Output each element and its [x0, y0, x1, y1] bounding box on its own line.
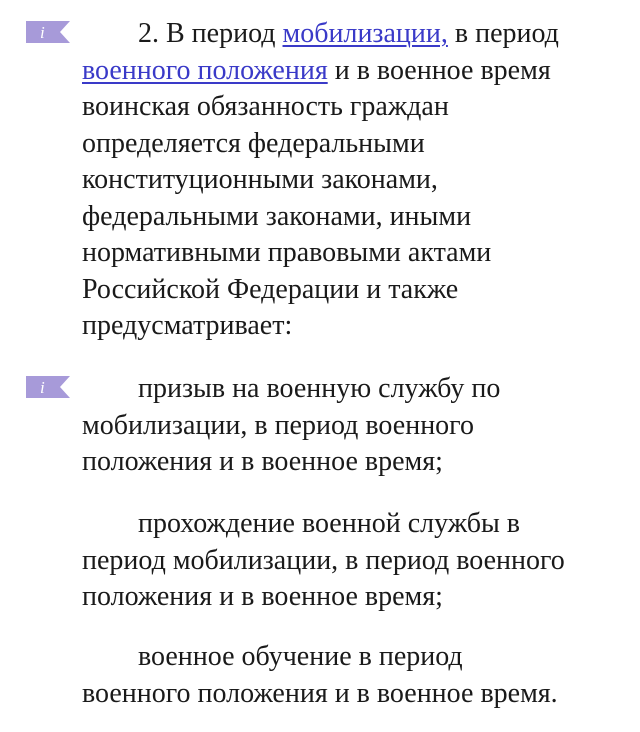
info-glyph: i — [40, 23, 45, 42]
text-line: мобилизации, в период военного — [82, 409, 474, 441]
paragraph-point-2 — [82, 16, 630, 345]
paragraph-conscription — [82, 371, 630, 481]
info-marker-1[interactable] — [26, 21, 70, 43]
info-marker-2[interactable] — [26, 376, 70, 398]
paragraph-service — [82, 506, 630, 616]
text-line: прохождение военной службы в — [138, 508, 520, 539]
text-line: положения и в военное время; — [82, 581, 443, 612]
text-line: конституционными законами, — [82, 164, 438, 195]
info-icon — [26, 376, 70, 398]
text-line: воинская обязанность граждан — [82, 91, 449, 122]
link-martial-law[interactable]: военного положения — [82, 54, 328, 86]
text-segment: 2. В период — [138, 18, 283, 49]
text-line: Российской Федерации и также — [82, 273, 459, 305]
link-mobilization[interactable]: мобилизации, — [282, 18, 448, 49]
text-line: положения и в военное время; — [82, 446, 443, 477]
text-line: предусматривает: — [82, 310, 293, 341]
text-line — [82, 53, 630, 90]
info-icon — [26, 21, 70, 43]
text-segment: и в военное время — [327, 54, 551, 86]
text-line — [82, 16, 630, 53]
text-line: призыв на военную службу по — [138, 373, 501, 404]
text-line: период мобилизации, в период военного — [82, 544, 565, 576]
text-line: федеральными законами, иными — [82, 200, 472, 232]
info-glyph: i — [40, 378, 45, 397]
text-line: определяется федеральными — [82, 127, 425, 159]
text-segment: в период — [447, 18, 559, 49]
text-line: военное обучение в период — [138, 641, 463, 672]
text-line: нормативными правовыми актами — [82, 237, 492, 268]
text-line: военного положения и в военное время. — [82, 677, 558, 709]
paragraph-training — [82, 639, 630, 712]
